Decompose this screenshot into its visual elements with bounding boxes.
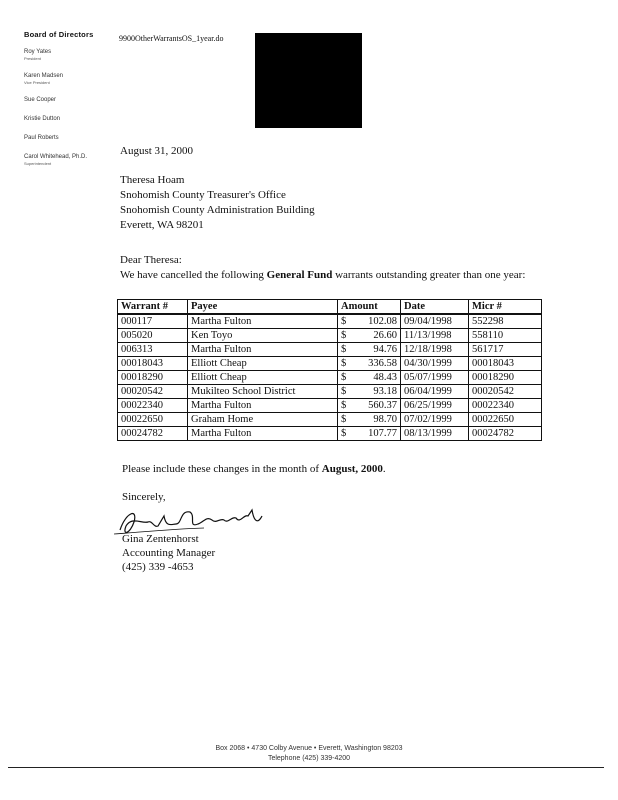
date-cell: 07/02/1999	[401, 413, 469, 427]
header-warrant: Warrant #	[118, 300, 188, 315]
payee-cell: Martha Fulton	[188, 399, 338, 413]
currency-symbol: $	[341, 316, 347, 327]
payee-cell: Elliott Cheap	[188, 357, 338, 371]
footer-phone: Telephone (425) 339-4200	[267, 755, 351, 762]
amount-value: 94.76	[373, 344, 397, 355]
warrant-number-cell: 00020542	[118, 385, 188, 399]
address-line: Snohomish County Treasurer's Office	[120, 189, 286, 201]
address-line: Everett, WA 98201	[120, 219, 204, 231]
amount-cell	[338, 399, 401, 413]
micr-cell: 00022340	[469, 399, 542, 413]
micr-cell: 00018290	[469, 371, 542, 385]
director-entry	[24, 135, 110, 142]
currency-symbol: $	[341, 414, 347, 425]
redaction-block	[255, 33, 362, 128]
signature-block	[122, 532, 215, 574]
date-cell: 08/13/1999	[401, 427, 469, 441]
amount-cell	[338, 385, 401, 399]
date-cell: 06/04/1999	[401, 385, 469, 399]
director-role: Vice President	[24, 80, 50, 85]
payee-cell: Martha Fulton	[188, 427, 338, 441]
header-amount: Amount	[338, 300, 401, 315]
table-row	[118, 329, 542, 343]
table-row	[118, 371, 542, 385]
amount-cell	[338, 329, 401, 343]
fund-name: General Fund	[266, 269, 333, 281]
payee-cell: Elliott Cheap	[188, 371, 338, 385]
amount-cell	[338, 371, 401, 385]
greeting: Dear Theresa:	[120, 254, 182, 266]
board-title: Board of Directors	[24, 30, 94, 39]
recipient-address	[120, 173, 560, 233]
table-row	[118, 314, 542, 329]
director-name: Paul Roberts	[24, 135, 59, 141]
payee-cell: Martha Fulton	[188, 314, 338, 329]
amount-cell	[338, 343, 401, 357]
director-entry	[24, 154, 110, 166]
warrant-number-cell: 00018290	[118, 371, 188, 385]
amount-value: 107.77	[368, 428, 397, 439]
director-entry	[24, 73, 110, 85]
body-text-post: warrants outstanding greater than one year:	[332, 269, 526, 281]
currency-symbol: $	[341, 386, 347, 397]
body-text-pre: We have cancelled the following	[120, 269, 267, 281]
amount-cell	[338, 413, 401, 427]
letterhead-footer	[0, 744, 618, 764]
payee-cell: Graham Home	[188, 413, 338, 427]
signer-name: Gina Zentenhorst	[122, 533, 199, 545]
closing-text-post: .	[382, 463, 386, 475]
director-name: Karen Madsen	[24, 73, 64, 79]
amount-value: 98.70	[373, 414, 397, 425]
closing-text-pre: Please include these changes in the month of	[122, 463, 322, 475]
letter-date: August 31, 2000	[120, 145, 194, 157]
table-row	[118, 413, 542, 427]
currency-symbol: $	[341, 428, 347, 439]
currency-symbol: $	[341, 372, 347, 383]
director-name: Kristie Dutton	[24, 116, 61, 122]
table-row	[118, 427, 542, 441]
letter-body	[120, 144, 560, 283]
date-cell: 06/25/1999	[401, 399, 469, 413]
payee-cell: Martha Fulton	[188, 343, 338, 357]
table-row	[118, 385, 542, 399]
header-micr: Micr #	[469, 300, 542, 315]
footer-address: Box 2068 • 4730 Colby Avenue • Everett, Washington 98203	[215, 745, 403, 752]
date-cell: 12/18/1998	[401, 343, 469, 357]
director-entry	[24, 49, 110, 61]
micr-cell: 561717	[469, 343, 542, 357]
amount-cell	[338, 314, 401, 329]
amount-cell	[338, 357, 401, 371]
document-filename: 9900OtherWarrantsOS_1year.do	[119, 34, 224, 43]
director-role: President	[24, 56, 41, 61]
currency-symbol: $	[341, 330, 347, 341]
warrants-table	[117, 299, 542, 441]
date-cell: 11/13/1998	[401, 329, 469, 343]
director-role: Superintendent	[24, 161, 52, 166]
closing-month: August, 2000	[321, 463, 383, 475]
currency-symbol: $	[341, 400, 347, 411]
payee-cell: Ken Toyo	[188, 329, 338, 343]
amount-value: 48.43	[373, 372, 397, 383]
address-line: Theresa Hoam	[120, 174, 185, 186]
warrant-number-cell: 00022340	[118, 399, 188, 413]
director-name: Carol Whitehead, Ph.D.	[24, 154, 88, 160]
director-entry	[24, 97, 110, 104]
board-of-directors-sidebar	[24, 30, 110, 178]
micr-cell: 00024782	[469, 427, 542, 441]
micr-cell: 00018043	[469, 357, 542, 371]
valediction: Sincerely,	[122, 491, 166, 503]
currency-symbol: $	[341, 358, 347, 369]
payee-cell: Mukilteo School District	[188, 385, 338, 399]
director-entry	[24, 116, 110, 123]
table-row	[118, 399, 542, 413]
amount-value: 560.37	[368, 400, 397, 411]
director-name: Sue Cooper	[24, 97, 57, 103]
date-cell: 05/07/1999	[401, 371, 469, 385]
currency-symbol: $	[341, 344, 347, 355]
micr-cell: 558110	[469, 329, 542, 343]
warrant-number-cell: 006313	[118, 343, 188, 357]
address-line: Snohomish County Administration Building	[120, 204, 315, 216]
signer-phone: (425) 339 -4653	[122, 561, 194, 573]
closing-paragraph	[122, 462, 386, 477]
micr-cell: 00022650	[469, 413, 542, 427]
table-row	[118, 343, 542, 357]
date-cell: 04/30/1999	[401, 357, 469, 371]
amount-cell	[338, 427, 401, 441]
micr-cell: 00020542	[469, 385, 542, 399]
warrant-number-cell: 005020	[118, 329, 188, 343]
warrant-number-cell: 00022650	[118, 413, 188, 427]
warrant-number-cell: 00018043	[118, 357, 188, 371]
micr-cell: 552298	[469, 314, 542, 329]
header-date: Date	[401, 300, 469, 315]
table-row	[118, 357, 542, 371]
header-payee: Payee	[188, 300, 338, 315]
footer-rule	[8, 767, 604, 768]
signer-title: Accounting Manager	[122, 547, 216, 559]
date-cell: 09/04/1998	[401, 314, 469, 329]
director-name: Roy Yates	[24, 49, 52, 55]
amount-value: 102.08	[368, 316, 397, 327]
warrant-number-cell: 00024782	[118, 427, 188, 441]
director-list	[24, 49, 110, 166]
warrant-number-cell: 000117	[118, 314, 188, 329]
body-paragraph	[120, 268, 540, 283]
amount-value: 93.18	[373, 386, 397, 397]
amount-value: 336.58	[368, 358, 397, 369]
table-header-row	[118, 300, 542, 315]
amount-value: 26.60	[373, 330, 397, 341]
